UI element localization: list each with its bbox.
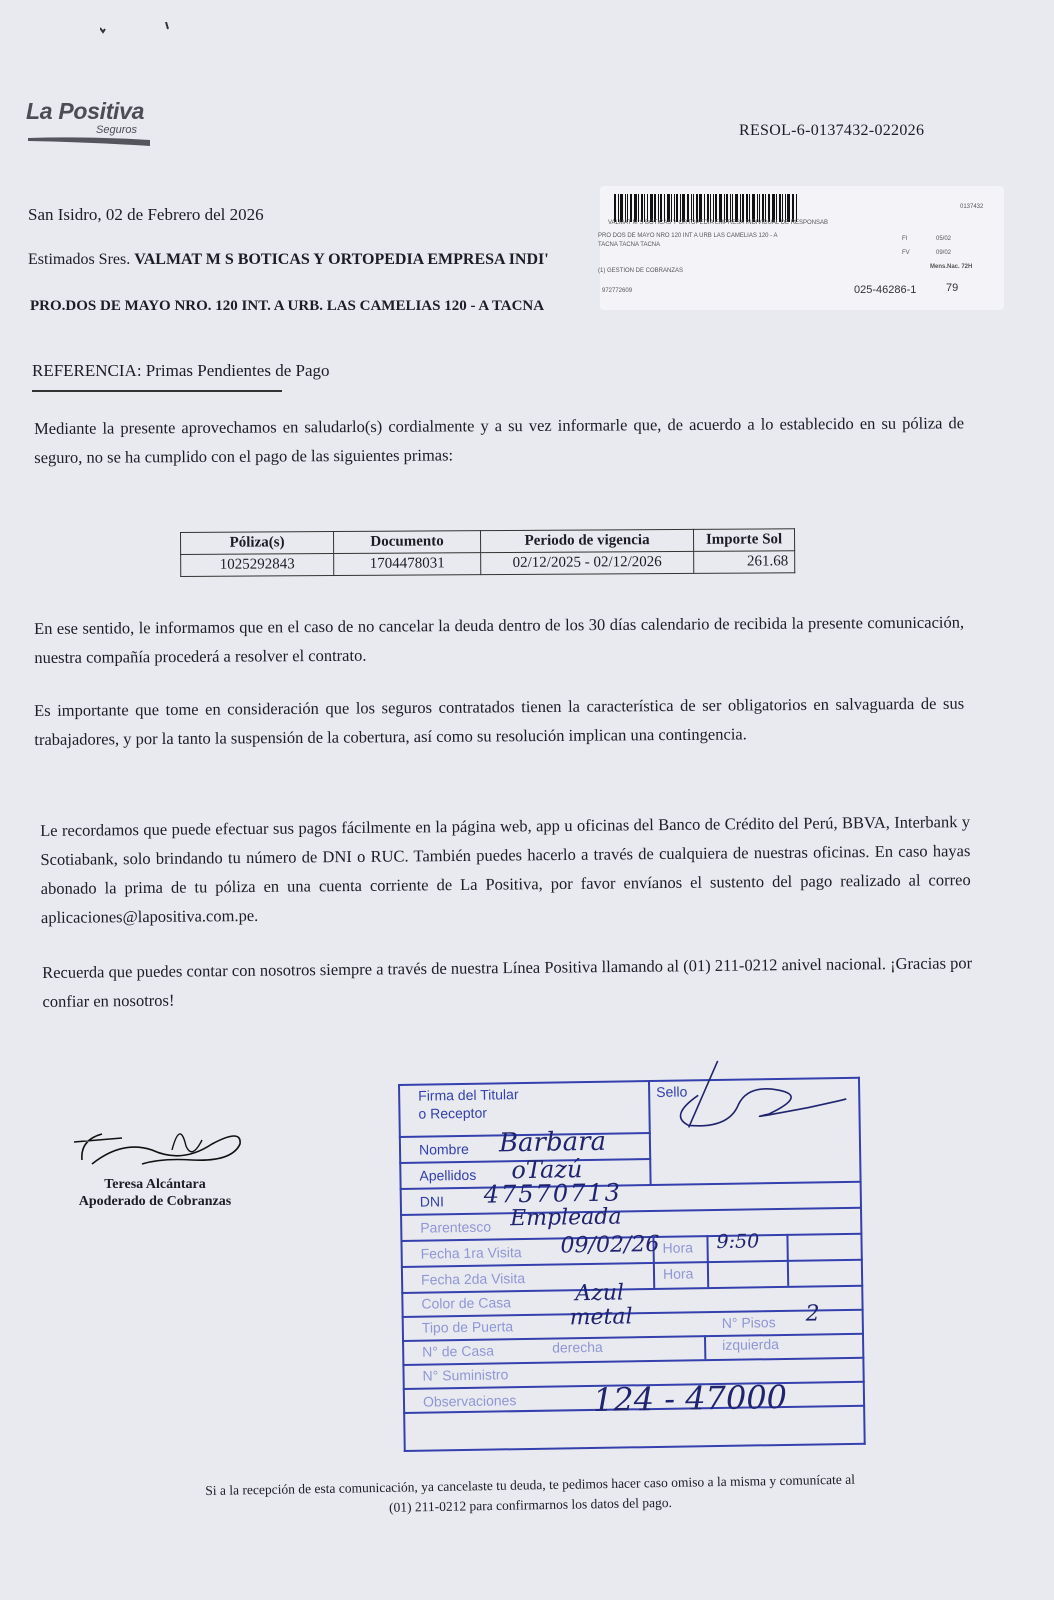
- handwritten-dni: 47570713: [483, 1178, 623, 1209]
- barcode-bar: [796, 194, 797, 222]
- label-hora1: Hora: [662, 1239, 694, 1256]
- barcode-bar: [614, 194, 616, 222]
- sticker-code: 025-46286-1: [854, 284, 917, 296]
- label-suministro: N° Suministro: [422, 1366, 509, 1384]
- barcode-bar: [650, 194, 653, 222]
- header-importe: Importe Sol: [693, 529, 794, 552]
- handwritten-parentesco: Empleada: [509, 1204, 622, 1232]
- label-observaciones: Observaciones: [422, 1392, 517, 1410]
- sticker-id: 0137432: [960, 204, 984, 210]
- letter-greeting: [28, 251, 608, 269]
- sticker-mens: Mens.Nac. 72H: [930, 264, 973, 270]
- barcode-bar: [757, 194, 758, 222]
- barcode-bar: [704, 194, 705, 222]
- company-logo-subtitle: Seguros: [96, 124, 137, 136]
- barcode-bar: [762, 194, 764, 222]
- paragraph-obligatory: Es importante que tome en consideración que los seguros contratados tienen la característica de ser obligatorios en salvaguarda de sus trabajadores, y por la tanto la suspensión de la cobertura, así como su resolución implican una contingencia.: [34, 693, 965, 749]
- barcode-bar: [765, 194, 766, 222]
- handwritten-tipo: metal: [569, 1304, 633, 1331]
- footer-line1: Si a la recepción de esta comunicación, ya cancelaste tu deuda, te pedimos hacer caso omiso a la misma y comunícate al: [205, 1471, 856, 1499]
- label-casa: N° de Casa: [422, 1342, 495, 1360]
- sticker-fv-label: FV: [902, 250, 910, 256]
- sticker-fi-value: 05/02: [936, 236, 952, 242]
- recipient-name: VALMAT M S BOTICAS Y ORTOPEDIA EMPRESA INDI': [134, 251, 549, 268]
- barcode-bar: [682, 194, 685, 222]
- barcode-bar: [776, 194, 777, 222]
- barcode-bar: [654, 194, 656, 222]
- signer-block: [62, 1176, 248, 1210]
- cell-documento: 1704478031: [334, 553, 481, 576]
- barcode-bar: [674, 194, 675, 222]
- handwritten-apellidos: oTazú: [511, 1155, 583, 1185]
- cell-periodo: 02/12/2025 - 02/12/2026: [481, 551, 694, 574]
- barcode-bar: [618, 194, 619, 222]
- cell-poliza: 1025292843: [181, 554, 334, 577]
- signer-name: Teresa Alcántara: [104, 1177, 206, 1192]
- barcode-bar: [730, 194, 731, 222]
- barcode-bar: [687, 194, 689, 222]
- barcode-bar: [664, 194, 665, 222]
- sticker-fv-value: 09/02: [936, 250, 952, 256]
- barcode-bar: [759, 194, 760, 222]
- label-firma: Firma del Titular: [418, 1086, 519, 1104]
- label-nombre: Nombre: [418, 1140, 469, 1158]
- form-hora-divider: [786, 1234, 789, 1286]
- label-sello: Sello: [656, 1083, 688, 1100]
- intro-paragraph: Mediante la presente aprovechamos en saludarlo(s) cordialmente y a su vez informarle que, de acuerdo a lo establecido en su póliza de seguro, no se ha cumplido con el pago de las siguientes primas:: [34, 413, 965, 467]
- label-parentesco: Parentesco: [420, 1218, 492, 1236]
- barcode-bar: [719, 194, 722, 222]
- barcode-bar: [746, 194, 748, 222]
- barcode-bar: [740, 194, 741, 222]
- handwritten-color: Azul: [575, 1280, 625, 1307]
- paragraph-contact: Recuerda que puedes contar con nosotros siempre a través de nuestra Línea Positiva llamando al (01) 211-0212 anivel nacional. ¡Gracias por confiar en nosotros!: [42, 953, 973, 1011]
- barcode-bar: [667, 194, 670, 222]
- paragraph-payment-options: Le recordamos que puede efectuar sus pagos fácilmente en la página web, app u oficinas del Banco de Crédito del Perú, BBVA, Interbank y Scotiabank, solo brindando tu número de DNI o RUC. También puedes hacerlo a través de cualquiera de nuestras oficinas. En caso hayas abonado la prima de tu póliza en una cuenta corriente de La Positiva, por favor envíanos el sustento del pago realizado al correo aplicaciones@lapositiva.com.pe.: [40, 812, 971, 927]
- barcode-bar: [680, 194, 681, 222]
- form-casa-divider: [704, 1335, 706, 1359]
- barcode-bar: [707, 194, 709, 222]
- barcode-bar: [772, 194, 775, 222]
- reference-underline: [32, 390, 282, 392]
- greeting-prefix: Estimados Sres.: [28, 251, 131, 268]
- sticker-service: (1) GESTION DE COBRANZAS: [598, 268, 684, 274]
- barcode-bar: [647, 194, 648, 222]
- label-fecha1: Fecha 1ra Visita: [420, 1244, 522, 1262]
- label-izquierda: izquierda: [722, 1336, 780, 1353]
- label-color: Color de Casa: [421, 1294, 512, 1312]
- form-border-bottom: [404, 1443, 866, 1452]
- barcode-bar: [713, 194, 714, 222]
- label-apellidos: Apellidos: [419, 1166, 477, 1184]
- handwritten-fecha1: 09/02/26: [560, 1231, 660, 1259]
- letter-date: San Isidro, 02 de Febrero del 2026: [28, 205, 264, 224]
- barcode-bar: [658, 194, 659, 222]
- barcode-bar: [620, 194, 623, 222]
- barcode-bar: [676, 194, 678, 222]
- header-poliza: Póliza(s): [181, 532, 334, 555]
- barcode-bar: [696, 194, 698, 222]
- header-periodo: Periodo de vigencia: [480, 529, 693, 552]
- barcode-bar: [724, 194, 725, 222]
- receiver-signature: [658, 1053, 849, 1136]
- label-hora2: Hora: [662, 1265, 694, 1282]
- barcode-bar: [627, 194, 628, 222]
- handwritten-pisos: 2: [805, 1301, 820, 1327]
- barcode-bar: [710, 194, 711, 222]
- sticker-city: TACNA TACNA TACNA: [598, 242, 661, 248]
- footer-line2: (01) 211-0212 para confirmarnos los datos del pago.: [388, 1494, 673, 1515]
- signature-image: [62, 1120, 252, 1180]
- barcode-bar: [782, 194, 783, 222]
- form-hora-divider: [706, 1235, 709, 1287]
- label-pisos: N° Pisos: [721, 1314, 776, 1331]
- barcode-bar: [792, 194, 794, 222]
- barcode-bar: [630, 194, 632, 222]
- handwritten-hora1: 9:50: [716, 1230, 760, 1254]
- sticker-fi-label: FI: [902, 236, 908, 242]
- barcode-bar: [660, 194, 662, 222]
- letter-reference: REFERENCIA: Primas Pendientes de Pago: [32, 361, 330, 380]
- form-border-left: [398, 1084, 406, 1452]
- barcode-bar: [735, 194, 738, 222]
- paragraph-deadline: En ese sentido, le informamos que en el caso de no cancelar la deuda dentro de los 30 días calendario de recibida la presente comunicación, nuestra compañía procederá a resolver el contrato.: [34, 612, 965, 667]
- pending-premiums-table: [180, 528, 795, 577]
- barcode-bar: [752, 194, 755, 222]
- sticker-recipient: VALMAT M S BOTICAS Y ORTOPEDIA EMPRESA INDIVIDUAL DE RESPONSAB: [608, 220, 829, 226]
- logo-swoosh: [26, 132, 156, 152]
- barcode-bar: [671, 194, 672, 222]
- mail-label-sticker: [600, 186, 1004, 310]
- company-logo: La Positiva: [26, 98, 145, 124]
- handwritten-nombre: Barbara: [498, 1126, 607, 1159]
- barcode-bar: [641, 194, 643, 222]
- barcode-bar: [749, 194, 750, 222]
- barcode-bar: [638, 194, 639, 222]
- barcode-bar: [699, 194, 702, 222]
- barcode-bar: [644, 194, 645, 222]
- barcode-bar: [715, 194, 717, 222]
- barcode-bar: [785, 194, 786, 222]
- barcode-bar: [742, 194, 744, 222]
- label-tipo: Tipo de Puerta: [421, 1318, 514, 1336]
- barcode-bar: [787, 194, 790, 222]
- sticker-code-num: 79: [946, 282, 959, 294]
- form-sello-divider: [648, 1080, 652, 1184]
- barcode-bar: [691, 194, 692, 222]
- delivery-stamp-form: [398, 1077, 866, 1454]
- table-row: [181, 551, 795, 577]
- barcode-bar: [726, 194, 728, 222]
- label-dni: DNI: [419, 1193, 445, 1210]
- barcode-bar: [768, 194, 770, 222]
- cell-importe: 261.68: [694, 551, 795, 574]
- barcode-bar: [732, 194, 733, 222]
- signer-title: Apoderado de Cobranzas: [78, 1194, 232, 1209]
- barcode-bar: [634, 194, 637, 222]
- sticker-address: PRO DOS DE MAYO NRO 120 INT A URB LAS CAMELIAS 120 - A: [598, 233, 778, 239]
- handwritten-observaciones: 124 - 47000: [592, 1377, 788, 1419]
- sticker-phone: 972772609: [602, 288, 633, 294]
- barcode-bar: [693, 194, 694, 222]
- label-derecha: derecha: [552, 1338, 603, 1356]
- barcode-bar: [625, 194, 626, 222]
- form-line: [400, 1207, 862, 1216]
- letter-footer: [150, 1469, 911, 1522]
- barcode-bar: [779, 194, 781, 222]
- label-fecha2: Fecha 2da Visita: [420, 1270, 526, 1288]
- scan-marks: [100, 22, 180, 42]
- resolution-number: RESOL-6-0137432-022026: [739, 122, 925, 139]
- recipient-address: PRO.DOS DE MAYO NRO. 120 INT. A URB. LAS CAMELIAS 120 - A TACNA: [30, 298, 545, 314]
- barcode: [614, 194, 826, 222]
- header-documento: Documento: [334, 531, 481, 554]
- label-receptor: o Receptor: [418, 1104, 488, 1122]
